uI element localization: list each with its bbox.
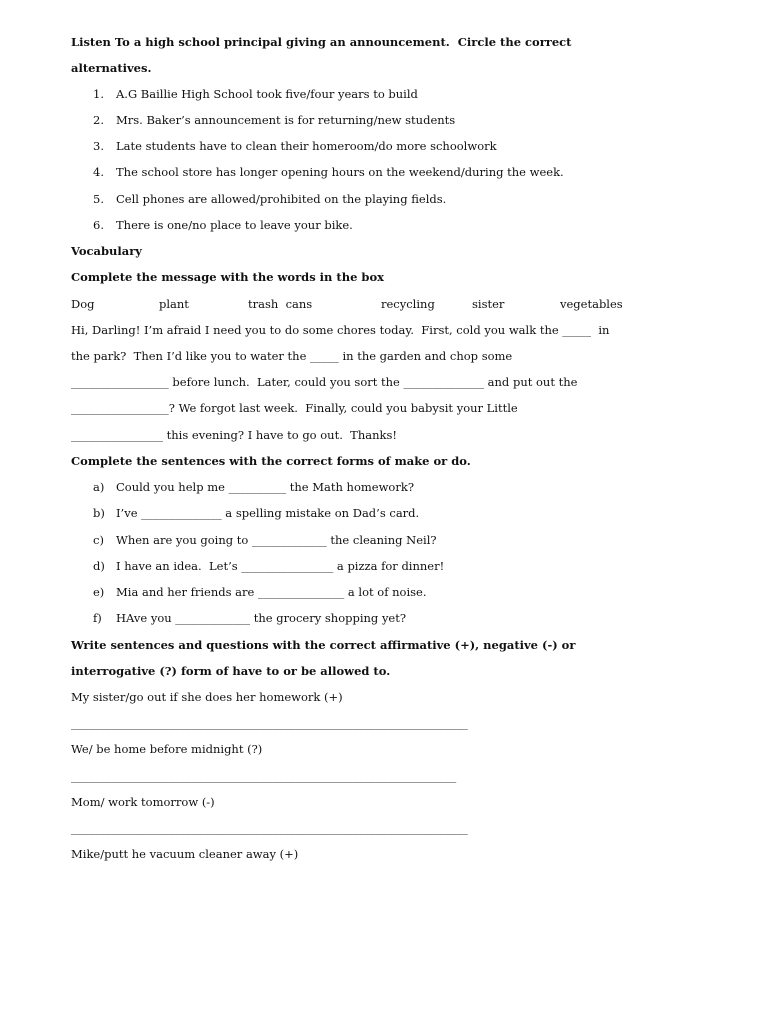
vocabulary-heading: Vocabulary <box>71 244 142 258</box>
make-do-instruction: Complete the sentences with the correct forms of make or do. <box>71 454 471 468</box>
item-label: e) <box>93 585 105 599</box>
listening-instruction-line2: alternatives. <box>71 61 152 75</box>
word-box-item: sister <box>472 297 505 311</box>
word-box-item: Dog <box>71 297 95 311</box>
item-number: 4. <box>93 165 104 179</box>
item-number: 6. <box>93 218 104 232</box>
item-text: Mrs. Baker’s announcement is for returning/new students <box>116 113 456 127</box>
message-line: _________________ before lunch. Later, could you sort the ______________ and put out the <box>71 375 578 389</box>
item-text: I’ve ______________ a spelling mistake on Dad’s card. <box>116 506 420 520</box>
item-label: c) <box>93 533 104 547</box>
item-number: 1. <box>93 87 104 101</box>
answer-line: ___________________________________________________________________ <box>71 769 457 783</box>
item-label: b) <box>93 506 105 520</box>
message-line: ________________ this evening? I have to go out. Thanks! <box>71 428 398 442</box>
exercise-prompt: Mike/putt he vacuum cleaner away (+) <box>71 847 299 861</box>
item-number: 2. <box>93 113 104 127</box>
item-text: Late students have to clean their homeroom/do more schoolwork <box>116 139 497 153</box>
item-text: When are you going to _____________ the cleaning Neil? <box>116 533 437 547</box>
message-line: the park? Then I’d like you to water the _____ in the garden and chop some <box>71 349 513 363</box>
item-number: 3. <box>93 139 104 153</box>
word-box-item: trash cans <box>248 297 313 311</box>
have-to-instruction-line1: Write sentences and questions with the correct affirmative (+), negative (-) or <box>71 638 576 652</box>
message-line: Hi, Darling! I’m afraid I need you to do some chores today. First, cold you walk the _____ in <box>71 323 610 337</box>
word-box-item: recycling <box>381 297 435 311</box>
exercise-prompt: My sister/go out if she does her homework (+) <box>71 690 343 704</box>
word-box-item: plant <box>159 297 189 311</box>
item-text: I have an idea. Let’s ________________ a pizza for dinner! <box>116 559 445 573</box>
item-number: 5. <box>93 192 104 206</box>
answer-line: _____________________________________________________________________ <box>71 821 468 835</box>
item-text: There is one/no place to leave your bike. <box>116 218 353 232</box>
message-line: _________________? We forgot last week. Finally, could you babysit your Little <box>71 401 518 415</box>
item-text: Could you help me __________ the Math homework? <box>116 480 414 494</box>
item-text: Mia and her friends are _______________ a lot of noise. <box>116 585 427 599</box>
vocabulary-instruction: Complete the message with the words in the box <box>71 270 384 284</box>
item-label: f) <box>93 611 102 625</box>
word-box-item: vegetables <box>560 297 623 311</box>
listening-instruction-line1: Listen To a high school principal giving an announcement. Circle the correct <box>71 35 572 49</box>
exercise-prompt: Mom/ work tomorrow (-) <box>71 795 215 809</box>
item-text: A.G Baillie High School took five/four years to build <box>116 87 418 101</box>
item-label: a) <box>93 480 105 494</box>
item-text: Cell phones are allowed/prohibited on the playing fields. <box>116 192 447 206</box>
have-to-instruction-line2: interrogative (?) form of have to or be allowed to. <box>71 664 391 678</box>
item-text: HAve you _____________ the grocery shopping yet? <box>116 611 407 625</box>
answer-line: _____________________________________________________________________ <box>71 716 468 730</box>
item-label: d) <box>93 559 105 573</box>
exercise-prompt: We/ be home before midnight (?) <box>71 742 263 756</box>
item-text: The school store has longer opening hours on the weekend/during the week. <box>116 165 564 179</box>
